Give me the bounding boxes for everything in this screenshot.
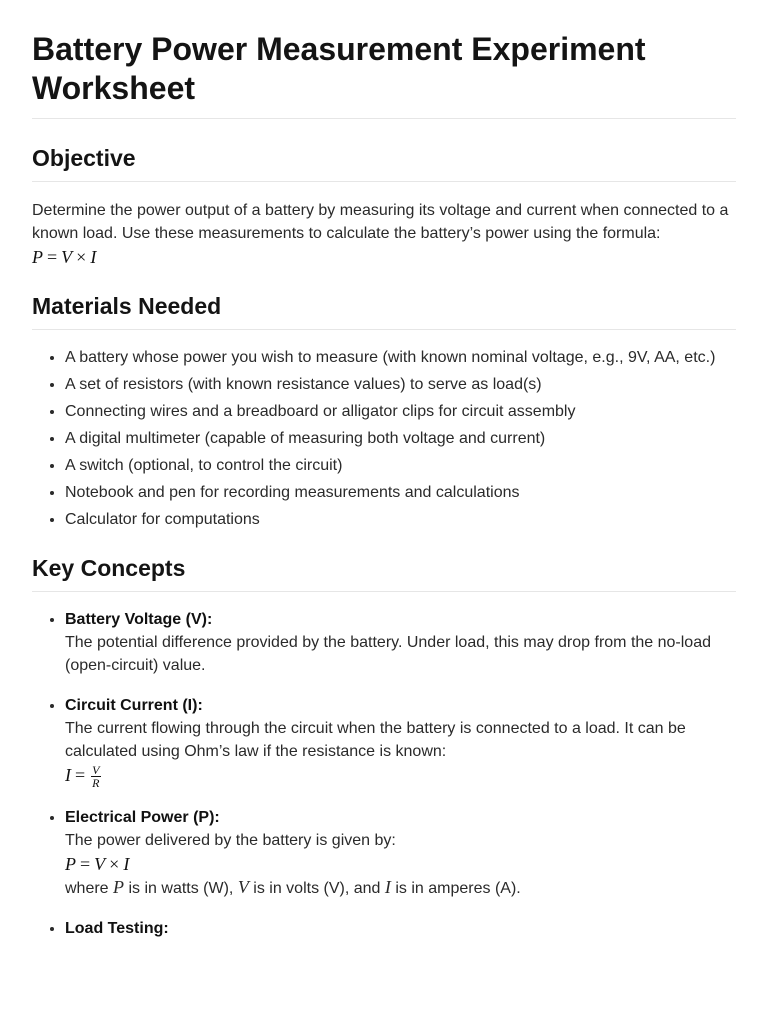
list-item: • A battery whose power you wish to measure (with known nominal voltage, e.g., 9V, AA, etc.) — [65, 346, 736, 369]
concept-title: • Battery Voltage (V): — [65, 611, 213, 628]
objective-body: Determine the power output of a battery by measuring its voltage and current when connected to a known load. Use these measurements to calculate the battery’s power using the formula: — [32, 202, 729, 242]
power-formula — [65, 852, 736, 876]
list-item: • A switch (optional, to control the circuit) — [65, 454, 736, 477]
formula-symbol: P — [32, 247, 43, 267]
concept-item — [65, 694, 736, 789]
concepts-heading: Key Concepts — [32, 553, 736, 592]
fraction-numerator: V — [92, 763, 100, 778]
list-item: • Calculator for computations — [65, 508, 736, 531]
objective-heading: Objective — [32, 143, 736, 182]
ohms-law-formula — [65, 763, 736, 789]
units-note — [65, 876, 736, 900]
power-formula — [32, 245, 736, 269]
list-item: • A set of resistors (with known resistance values) to serve as load(s) — [65, 373, 736, 396]
list-item: • Connecting wires and a breadboard or alligator clips for circuit assembly — [65, 400, 736, 423]
page-title: Battery Power Measurement Experiment Worksheet — [32, 0, 736, 119]
list-item: • Notebook and pen for recording measurements and calculations — [65, 481, 736, 504]
formula-symbol: I — [90, 247, 97, 267]
concept-title: • Electrical Power (P): — [65, 809, 220, 827]
units-text: is in amperes (A). — [395, 880, 521, 898]
units-text: is in watts (W), — [128, 880, 234, 898]
units-text: is in volts (V), and — [253, 880, 381, 898]
list-item: • A digital multimeter (capable of measuring both voltage and current) — [65, 427, 736, 450]
formula-symbol: I — [123, 854, 130, 875]
formula-operator: = — [75, 765, 86, 785]
formula-symbol: V — [94, 854, 106, 875]
concept-title: • Load Testing: — [65, 920, 169, 938]
formula-symbol: I — [65, 765, 71, 785]
units-symbol: P — [113, 877, 125, 898]
formula-operator: × — [76, 247, 87, 267]
concepts-section — [32, 553, 736, 940]
materials-section — [32, 291, 736, 531]
formula-symbol: P — [65, 854, 76, 875]
concept-item — [65, 608, 736, 677]
objective-section — [32, 143, 736, 269]
units-symbol: V — [237, 877, 249, 898]
concept-item — [65, 917, 736, 940]
units-symbol: I — [384, 877, 391, 898]
concept-body: The potential difference provided by the battery. Under load, this may drop from the no-load (open-circuit) value. — [65, 634, 711, 674]
fraction-denominator: R — [92, 776, 100, 791]
concepts-list — [32, 608, 736, 940]
materials-heading: Materials Needed — [32, 291, 736, 330]
fraction — [91, 764, 100, 789]
concept-body: The power delivered by the battery is given by: — [65, 832, 396, 850]
formula-symbol: V — [61, 247, 73, 267]
materials-list — [32, 346, 736, 531]
concept-title: • Circuit Current (I): — [65, 697, 203, 714]
formula-operator: × — [109, 854, 120, 875]
formula-operator: = — [80, 854, 91, 875]
concept-body: The current flowing through the circuit when the battery is connected to a load. It can be calculated using Ohm’s law if the resistance is known: — [65, 720, 686, 760]
concept-item — [65, 806, 736, 900]
units-text: where — [65, 880, 109, 898]
formula-operator: = — [47, 247, 58, 267]
